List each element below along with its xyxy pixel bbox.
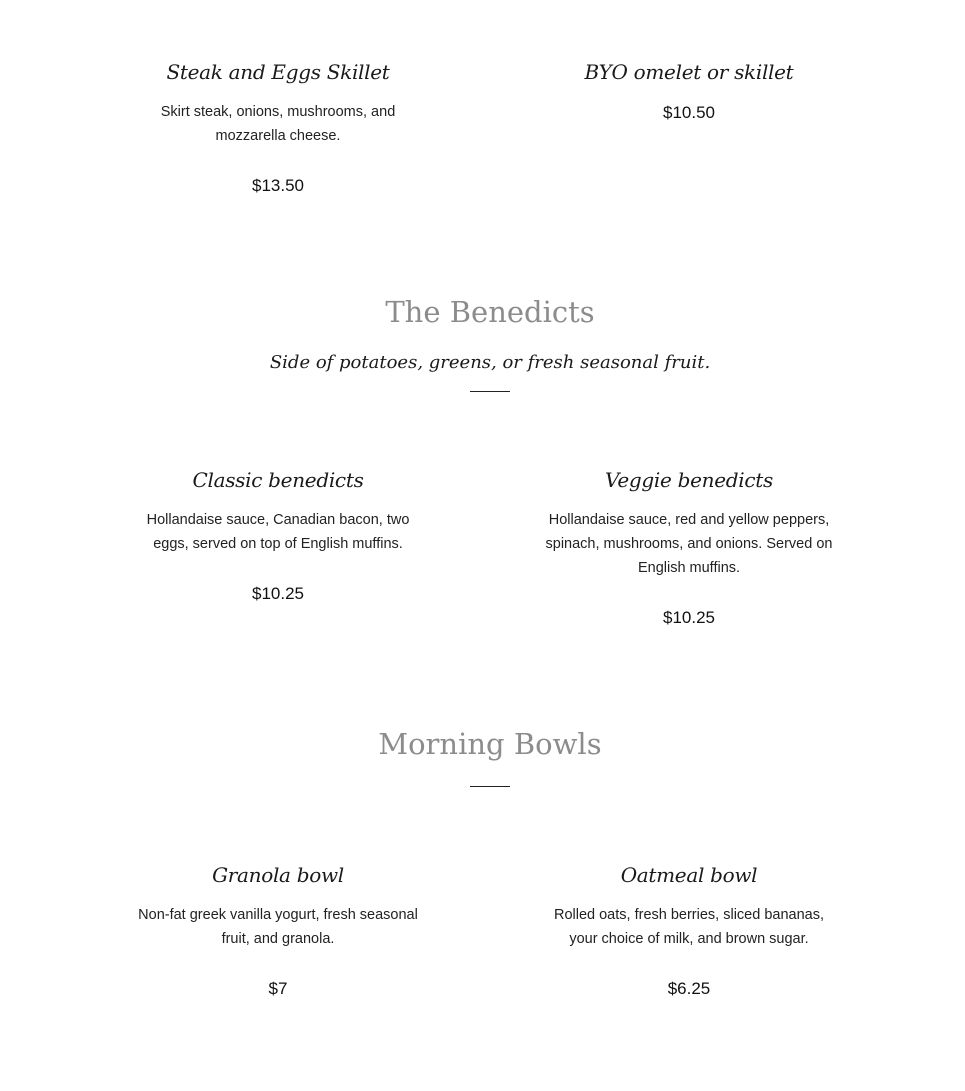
item-price: $13.50 <box>252 176 304 195</box>
item-name: Veggie benedicts <box>605 468 773 492</box>
item-name: Classic benedicts <box>192 468 364 492</box>
item-price: $10.50 <box>663 103 715 122</box>
menu-item-classic-benedicts <box>128 468 428 606</box>
item-description: Rolled oats, fresh berries, sliced bananas, your choice of milk, and brown sugar. <box>553 907 824 947</box>
menu-item-granola-bowl <box>128 863 428 1001</box>
item-price: $10.25 <box>252 584 304 603</box>
item-name: Granola bowl <box>212 863 344 887</box>
item-description: Hollandaise sauce, Canadian bacon, two eggs, served on top of English muffins. <box>146 512 410 552</box>
menu-item-steak-and-eggs-skillet <box>128 60 428 198</box>
section-title-morning-bowls: Morning Bowls <box>378 727 602 761</box>
item-description: Non-fat greek vanilla yogurt, fresh seasonal fruit, and granola. <box>138 907 418 947</box>
item-price: $10.25 <box>663 608 715 627</box>
section-subtitle: Side of potatoes, greens, or fresh seasonal fruit. <box>269 352 711 373</box>
item-name: BYO omelet or skillet <box>584 60 794 84</box>
section-divider <box>470 786 510 787</box>
section-title-the-benedicts: The Benedicts <box>385 295 595 329</box>
item-price: $7 <box>268 979 288 998</box>
item-name: Steak and Eggs Skillet <box>166 60 390 84</box>
item-name: Oatmeal bowl <box>620 863 758 887</box>
menu-item-byo-omelet-or-skillet <box>539 60 839 125</box>
menu-item-oatmeal-bowl <box>539 863 839 1001</box>
menu-item-veggie-benedicts <box>539 468 839 630</box>
item-price: $6.25 <box>667 979 711 998</box>
item-description: Hollandaise sauce, red and yellow peppers, spinach, mushrooms, and onions. Served on English muffins. <box>545 512 833 576</box>
section-divider <box>470 391 510 392</box>
item-description: Skirt steak, onions, mushrooms, and mozzarella cheese. <box>160 104 396 144</box>
